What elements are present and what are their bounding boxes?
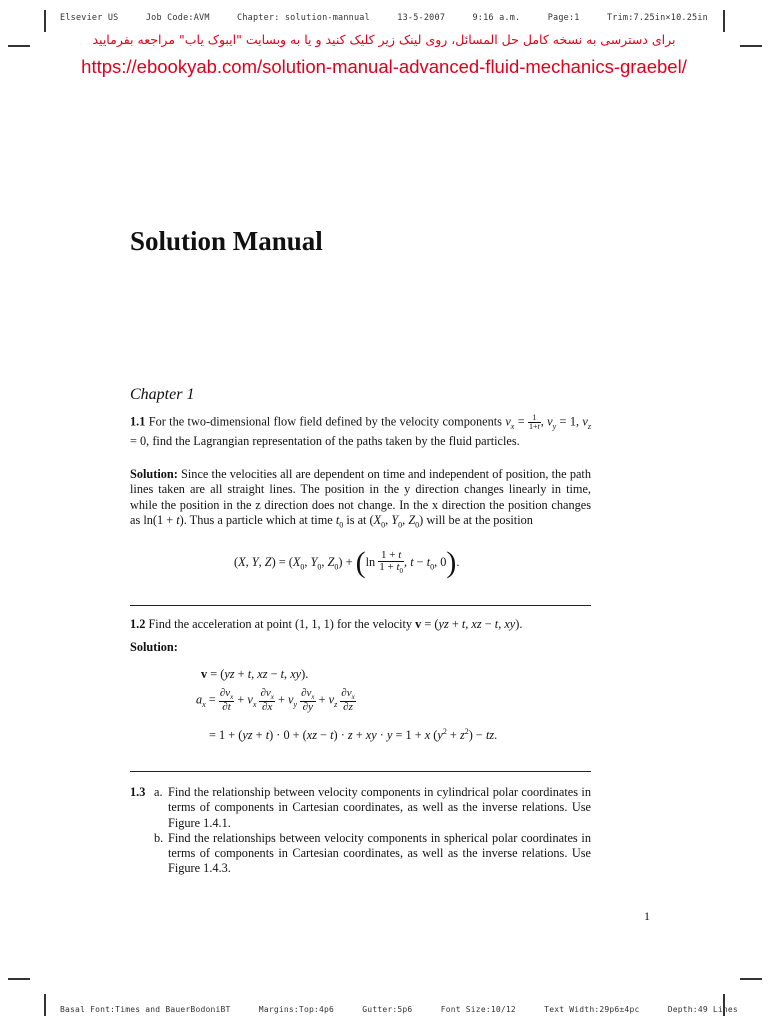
problem-1-1-question: 1.1 For the two-dimensional flow field defined by the velocity components $v_x$ = $\frac{1}{1+t}$ , $v_y = 1$, $v_z = 0$, find the Lagrangian representation of the paths taken by the fluid particles.	[130, 413, 592, 449]
item-text: Find the relationships between velocity components in spherical polar coordinates in terms of components in Cartesian coordinates, as well as the inverse relations. Use Figure 1.4.3.	[168, 830, 591, 876]
equation-acceleration: $a_x$ = $\frac{\partial v_x}{\partial t}$ + $v_x$ $\frac{\partial v_x}{\partial x}$ + $v_y$ $\frac{\partial v_x}{\partial y}$ + $v_z$ $\frac{\partial v_x}{\partial z}$	[196, 687, 355, 714]
page-title: Solution Manual	[130, 226, 323, 256]
equation-velocity: v = (yz + t, xz − t, xy).	[201, 667, 309, 681]
slug-job-code: Job Code:AVM	[145, 13, 210, 23]
problem-1-2-solution-label: Solution:	[130, 640, 178, 654]
list-item-a	[130, 785, 591, 831]
slug-time: 9:16 a.m.	[472, 13, 521, 23]
page-number: 1	[644, 909, 650, 923]
solution-label: Solution:	[130, 467, 178, 481]
problem-text-end: , find the Lagrangian representation of the paths taken by the fluid particles.	[146, 434, 520, 449]
slug-page: Page:1	[547, 13, 580, 23]
crop-mark-left-lower	[8, 978, 30, 980]
item-label: b.	[154, 830, 164, 845]
problem-number: 1.2	[130, 617, 146, 631]
problem-number: 1.3	[130, 785, 146, 799]
math-inline: v	[505, 414, 511, 429]
section-divider	[130, 605, 591, 606]
item-label: a.	[154, 785, 163, 799]
crop-mark-bottom-left	[44, 994, 46, 1016]
header-slug	[60, 13, 708, 23]
slug-trim: Trim:7.25in×10.25in	[606, 13, 708, 23]
item-text: Find the relationship between velocity components in cylindrical polar coordinates in terms of components in Cartesian coordinates, as well as the inverse relations. Use Figure 1.4.1.	[168, 785, 591, 830]
slug-publisher: Elsevier US	[60, 13, 119, 23]
chapter-heading: Chapter 1	[130, 386, 195, 403]
crop-mark-top-left	[44, 10, 46, 32]
slug-date: 13-5-2007	[397, 13, 446, 23]
promo-persian-text: برای دسترسی به نسخه کامل حل المسائل، روی لینک زیر کلیک کنید و یا به وبسایت "ایبوک یاب" مراجعه بفرمایید	[92, 32, 676, 47]
equation-position: (X, Y, $Z) = (X_0$, $Y_0$, $Z_0) + (\ln$ $\frac{1 + t}{1 + t_0}$ , $t - t_0$, 0).	[234, 546, 460, 579]
problem-1-2-question: 1.2 Find the acceleration at point (1, 1, 1) for the velocity v = (yz + t, xz − t, xy).	[130, 617, 523, 631]
problem-text: Find the acceleration at point (1, 1, 1) for the velocity	[148, 617, 413, 631]
crop-mark-right-lower	[740, 978, 762, 980]
slug-chapter: Chapter: solution-mannual	[237, 13, 370, 23]
problem-1-3	[130, 785, 591, 877]
footer-slug: Basal Font:Times and BauerBodoniBT Margins:Top:4p6 Gutter:5p6 Font Size:10/12 Text Width:29p6±4pc Depth:49 Lines	[60, 1005, 738, 1014]
problem-number: 1.1	[130, 414, 146, 429]
math-fraction: $\frac{1}{1+t}$	[528, 413, 540, 431]
section-divider	[130, 771, 591, 772]
equation-acceleration-result: = 1 + (yz + t) · 0 + (xz − t) · z + xy · y = 1 + x $(y^2 + z^2)$ − tz.	[209, 727, 498, 743]
problem-text: For the two-dimensional flow field defined by the velocity components	[148, 414, 502, 429]
list-item-b	[130, 831, 591, 877]
promo-url-link[interactable]: https://ebookyab.com/solution-manual-advanced-fluid-mechanics-graebel/	[81, 56, 687, 77]
problem-1-1-solution: Solution: Since the velocities all are dependent on time and independent of position, the path lines taken are all straight lines. The position in the y direction changes linearly in time, while the position in the z direction does not change. In the x direction the position changes as ln(1 + t). Thus a particle which at time $t_0$ is at ($X_0$, $Y_0$, $Z_0$) will be at the position	[130, 467, 591, 530]
crop-mark-top-right	[723, 10, 725, 32]
